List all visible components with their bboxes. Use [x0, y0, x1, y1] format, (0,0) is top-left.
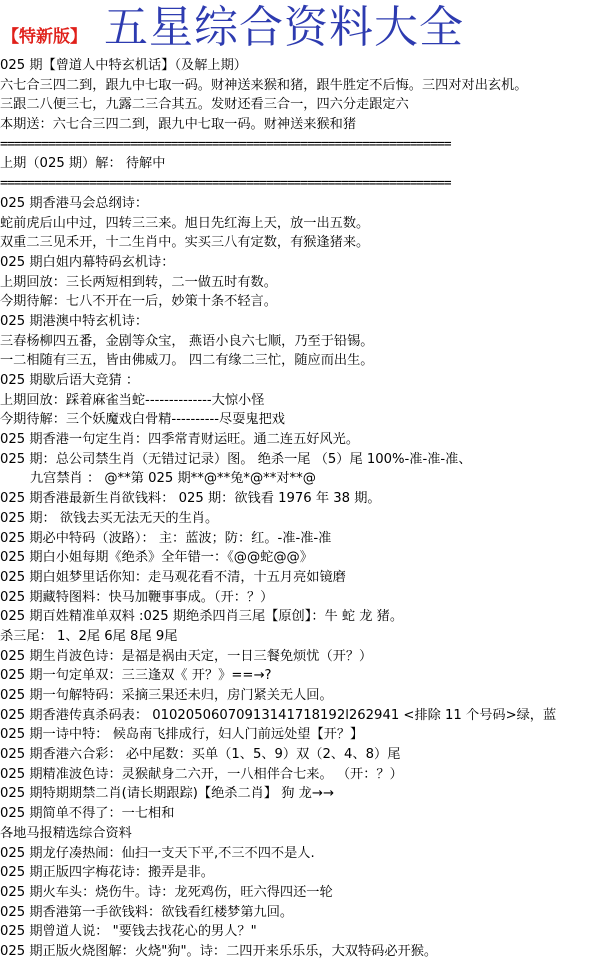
- text-line: 蛇前虎后山中过，四转三三来。旭日先红海上天，放一出五数。: [0, 215, 370, 231]
- text-line: 025 期正版四字梅花诗：搬弄是非。: [0, 865, 214, 881]
- text-line: 025 期藏特图料：快马加鞭事事成。（开：？）: [0, 589, 274, 605]
- text-line: 025 期香港最新生肖欲钱料： 025 期：欲钱看 1976 年 38 期。: [0, 491, 381, 507]
- text-line: 025 期火车头：烧伤牛。诗：龙死鸡伤，旺六得四还一轮: [0, 884, 333, 900]
- text-line: 025 期精准波色诗：灵猴献身二六开，一八相伴合七来。 （开：？）: [0, 766, 403, 782]
- edition-badge: 【特新版】: [2, 27, 87, 47]
- text-line: 025 期一句解特码：采摘三果还未归，房门紧关无人回。: [0, 688, 333, 703]
- text-line: 025 期香港六合彩： 必中尾数：买单（1、5、9）双（2、4、8）尾: [0, 747, 401, 763]
- text-line: 杀三尾： 1、2尾 6尾 8尾 9尾: [0, 628, 178, 644]
- text-line: 025 期香港第一手欲钱料：欲钱看红楼梦第九回。: [0, 904, 294, 920]
- text-line: 025 期龙仔凑热闹：仙扫一支天下平,不三不四不是人.: [0, 845, 315, 861]
- text-line: 本期送：六七合三四二到，跟九中七取一码。财神送来猴和猪: [0, 117, 357, 133]
- page-title: 五星综合资料大全: [104, 2, 464, 53]
- text-line: 025 期生肖波色诗：是福是祸由天定，一日三餐免烦忧（开？）: [0, 648, 373, 664]
- separator-line: ==================================================================: [0, 136, 451, 152]
- header: [0, 0, 616, 56]
- text-line: 今期待解：三个妖魔戏白骨精----------尽耍鬼把戏: [0, 412, 285, 428]
- text-line: 025 期香港马会总纲诗：: [0, 195, 149, 211]
- text-line: 025 期曾道人说： "要钱去找花心的男人？": [0, 924, 257, 940]
- text-line: 025 期一诗中特： 候岛南飞排成行，妇人门前远处望【开？】: [0, 727, 364, 743]
- text-line: 上期回放：三长两短相到转，二一做五时有数。: [0, 274, 277, 290]
- text-line: 025 期百姓精准单双料 :025 期绝杀四肖三尾【原创】：牛 蛇 龙 猪。: [0, 609, 404, 625]
- text-line: 各地马报精选综合资料: [0, 825, 132, 841]
- text-line: 025 期正版火烧图解：火烧"狗"。诗：二四开来乐乐乐，大双特码必开猴。: [0, 943, 438, 959]
- text-line: 025 期特期期禁二肖(请长期跟踪)【绝杀二肖】 狗 龙→→: [0, 786, 334, 802]
- text-line: 九宫禁肖 ： @**第 025 期**@**兔*@**对**@: [30, 471, 316, 487]
- text-line: 三春杨柳四五番，金剧等众宝， 燕语小良六七顺，乃至于铅锡。: [0, 333, 374, 349]
- text-line: 025 期香港一句定生肖：四季常青财运旺。通二连五好风光。: [0, 432, 360, 448]
- text-line: 双重二三见禾开，十二生肖中。实买三八有定数，有猴逢猪来。: [0, 235, 370, 251]
- text-line: 六七合三四二到，跟九中七取一码。财神送来猴和猪，跟牛胜定不后悔。三四对对出玄机。: [0, 77, 528, 93]
- text-line: 三跟二八便三七，九露二三合其五。发财还看三合一，四六分走跟定六: [0, 97, 409, 113]
- text-line: 今期待解：七八不开在一后，妙策十条不轻言。: [0, 294, 277, 310]
- content-body: [0, 56, 616, 962]
- text-line: 一二相随有三五，皆由佛威刀。 四二有缘二三忙，随应而出生。: [0, 353, 374, 369]
- separator-line: ==================================================================: [0, 176, 451, 192]
- text-line: 025 期一句定单双：三三逢双《 开？》==→?: [0, 668, 272, 684]
- text-line: 025 期歇后语大竞猜 ：: [0, 373, 140, 388]
- text-line: 025 期：总公司禁生肖（无错过记录）图。 绝杀一尾 （5）尾 100%-准-准-准、: [0, 451, 472, 467]
- text-line: 025 期港澳中特玄机诗：: [0, 313, 149, 329]
- text-line: 025 期白小姐每期《绝杀》全年错一：《@@蛇@@》: [0, 550, 313, 566]
- text-line: 025 期必中特码（波路）： 主：蓝波；防：红。-准-准-准: [0, 530, 332, 546]
- text-line: 025 期香港传真杀码表： 01020506070913141718192l262941 <排除 11 个号码>绿，蓝: [0, 707, 557, 723]
- text-line: 025 期白姐内幕特码玄机诗：: [0, 254, 175, 270]
- text-line: 025 期白姐梦里话你知：走马观花看不清，十五月亮如镜磨: [0, 569, 346, 585]
- text-line: 025 期【曾道人中特玄机话】（及解上期）: [0, 58, 247, 73]
- text-line: 上期回放：踩着麻雀当蛇--------------大惊小怪: [0, 392, 265, 408]
- text-line: 上期（025 期）解： 待解中: [0, 156, 166, 172]
- text-line: 025 期简单不得了：一七相和: [0, 806, 175, 822]
- text-line: 025 期： 欲钱去买无法无天的生肖。: [0, 510, 219, 526]
